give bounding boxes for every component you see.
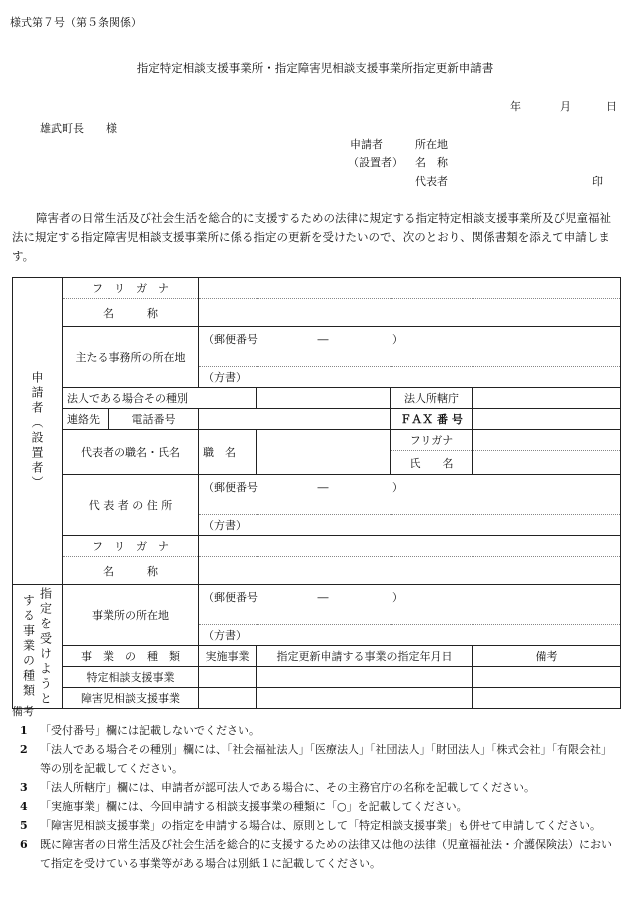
form-type-label: 様式第７号（第５条関係） bbox=[10, 16, 142, 29]
note-text: 「実施事業」欄には、今回申請する相談支援事業の種類に「○」を記載してください。 bbox=[40, 800, 468, 813]
note-text: 「法人所轄庁」欄には、申請者が認可法人である場合に、その主務官庁の名称を記載してください。 bbox=[40, 781, 535, 794]
rep-name-label: 代表者の職名・氏名 bbox=[63, 430, 199, 475]
name-field[interactable] bbox=[199, 299, 621, 327]
direction-label: （方書） bbox=[203, 629, 247, 642]
note-item bbox=[12, 797, 618, 816]
furigana-field[interactable] bbox=[199, 278, 621, 299]
applicant-role-sub: （設置者） bbox=[348, 156, 403, 169]
position-label: 職 名 bbox=[199, 430, 257, 475]
section-applicant bbox=[13, 278, 63, 585]
date-month: 月 bbox=[560, 100, 571, 113]
rep-direction-field[interactable] bbox=[199, 515, 621, 536]
note-text: 「法人である場合その種別」欄には、「社会福祉法人」「医療法人」「社団法人」「財団法人」「株式会社」「有限会社」等の別を記載してください。 bbox=[40, 743, 612, 775]
name-label-2: 名 称 bbox=[63, 557, 199, 585]
note-number: 5 bbox=[20, 819, 28, 832]
note-number: 2 bbox=[20, 743, 28, 756]
application-form-table bbox=[12, 277, 621, 709]
note-item bbox=[12, 740, 618, 778]
note-number: 3 bbox=[20, 781, 28, 794]
fax-label: ＦＡＸ 番 号 bbox=[391, 409, 473, 430]
furigana-label: フ リ ガ ナ bbox=[63, 278, 199, 299]
corp-type-label: 法人である場合その種別 bbox=[63, 388, 257, 409]
business-type-header: 事 業 の 種 類 bbox=[63, 646, 199, 667]
phone-label: 電話番号 bbox=[109, 409, 199, 430]
business-direction-field[interactable] bbox=[199, 625, 621, 646]
name-label: 名 称 bbox=[63, 299, 199, 327]
postal-dash: ― bbox=[317, 591, 329, 604]
rep-shimei-field[interactable] bbox=[473, 451, 621, 475]
implemented-field-1[interactable] bbox=[199, 667, 257, 688]
direction-label: （方書） bbox=[203, 519, 247, 532]
applicant-name-label: 名 称 bbox=[415, 156, 448, 169]
applicant-rep-label: 代表者 bbox=[415, 175, 448, 188]
office-direction-field[interactable] bbox=[199, 367, 621, 388]
note-text: 既に障害者の日常生活及び社会生活を総合的に支援するための法律又は他の法律（児童福祉法・介護保険法）において指定を受けている事業等がある場合は別紙１に記載してください。 bbox=[40, 838, 612, 870]
section-applicant-label: 申請者（設置者） bbox=[30, 371, 44, 491]
section-business bbox=[13, 585, 63, 709]
note-number: 6 bbox=[20, 838, 28, 851]
business-row-child: 障害児相談支援事業 bbox=[63, 688, 199, 709]
direction-label: （方書） bbox=[203, 371, 247, 384]
corp-office-label: 法人所轄庁 bbox=[391, 388, 473, 409]
notes-section bbox=[12, 702, 618, 873]
postal-close: ） bbox=[392, 481, 403, 494]
rep-furigana-field[interactable] bbox=[473, 430, 621, 451]
phone-field[interactable] bbox=[199, 409, 391, 430]
page-title: 指定特定相談支援事業所・指定障害児相談支援事業所指定更新申請書 bbox=[136, 61, 494, 75]
seal-mark: 印 bbox=[592, 175, 603, 188]
remarks-header: 備考 bbox=[473, 646, 621, 667]
note-number: 1 bbox=[20, 724, 28, 737]
name-field-2[interactable] bbox=[199, 557, 621, 585]
postal-label: （郵便番号 bbox=[203, 591, 258, 604]
date-day: 日 bbox=[606, 100, 617, 113]
note-text: 「障害児相談支援事業」の指定を申請する場合は、原則として「特定相談支援事業」も併せて申請してください。 bbox=[40, 819, 601, 832]
corp-office-field[interactable] bbox=[473, 388, 621, 409]
addressee: 雄武町長 様 bbox=[40, 122, 117, 135]
furigana-field-2[interactable] bbox=[199, 536, 621, 557]
intro-paragraph: 障害者の日常生活及び社会生活を総合的に支援するための法律に規定する指定特定相談支援事業所及び児童福祉法に規定する指定障害児相談支援事業所に係る指定の更新を受けたいので、次のとおり、関係書類を添えて申請します。 bbox=[12, 211, 611, 263]
office-postal-field[interactable] bbox=[199, 327, 621, 367]
rep-postal-field[interactable] bbox=[199, 475, 621, 515]
business-postal-field[interactable] bbox=[199, 585, 621, 625]
section-business-label: 指定を受けようとする事業の種類 bbox=[21, 586, 53, 707]
note-text: 「受付番号」欄には記載しないでください。 bbox=[40, 724, 260, 737]
note-item bbox=[12, 816, 618, 835]
office-address-label: 主たる事務所の所在地 bbox=[63, 327, 199, 388]
contact-label: 連絡先 bbox=[63, 409, 109, 430]
business-row-specific: 特定相談支援事業 bbox=[63, 667, 199, 688]
postal-close: ） bbox=[392, 333, 403, 346]
date-year: 年 bbox=[510, 100, 521, 113]
note-item bbox=[12, 778, 618, 797]
rep-address-label: 代 表 者 の 住 所 bbox=[63, 475, 199, 536]
rep-shimei-label: 氏 名 bbox=[391, 451, 473, 475]
postal-dash: ― bbox=[317, 481, 329, 494]
postal-dash: ― bbox=[317, 333, 329, 346]
remarks-field-1[interactable] bbox=[473, 667, 621, 688]
business-office-address-label: 事業所の所在地 bbox=[63, 585, 199, 646]
postal-close: ） bbox=[392, 591, 403, 604]
position-field[interactable] bbox=[257, 430, 391, 475]
postal-label: （郵便番号 bbox=[203, 333, 258, 346]
implemented-header: 実施事業 bbox=[199, 646, 257, 667]
applicant-address-label: 所在地 bbox=[415, 138, 448, 151]
note-number: 4 bbox=[20, 800, 28, 813]
corp-type-field[interactable] bbox=[257, 388, 391, 409]
postal-label: （郵便番号 bbox=[203, 481, 258, 494]
applicant-role: 申請者 bbox=[350, 138, 383, 151]
note-item bbox=[12, 835, 618, 873]
note-item bbox=[12, 721, 618, 740]
notes-title: 備考 bbox=[12, 705, 34, 718]
furigana-label-2: フ リ ガ ナ bbox=[63, 536, 199, 557]
renewal-date-header: 指定更新申請する事業の指定年月日 bbox=[257, 646, 473, 667]
renewal-date-field-1[interactable] bbox=[257, 667, 473, 688]
rep-furigana-label: フリガナ bbox=[391, 430, 473, 451]
fax-field[interactable] bbox=[473, 409, 621, 430]
